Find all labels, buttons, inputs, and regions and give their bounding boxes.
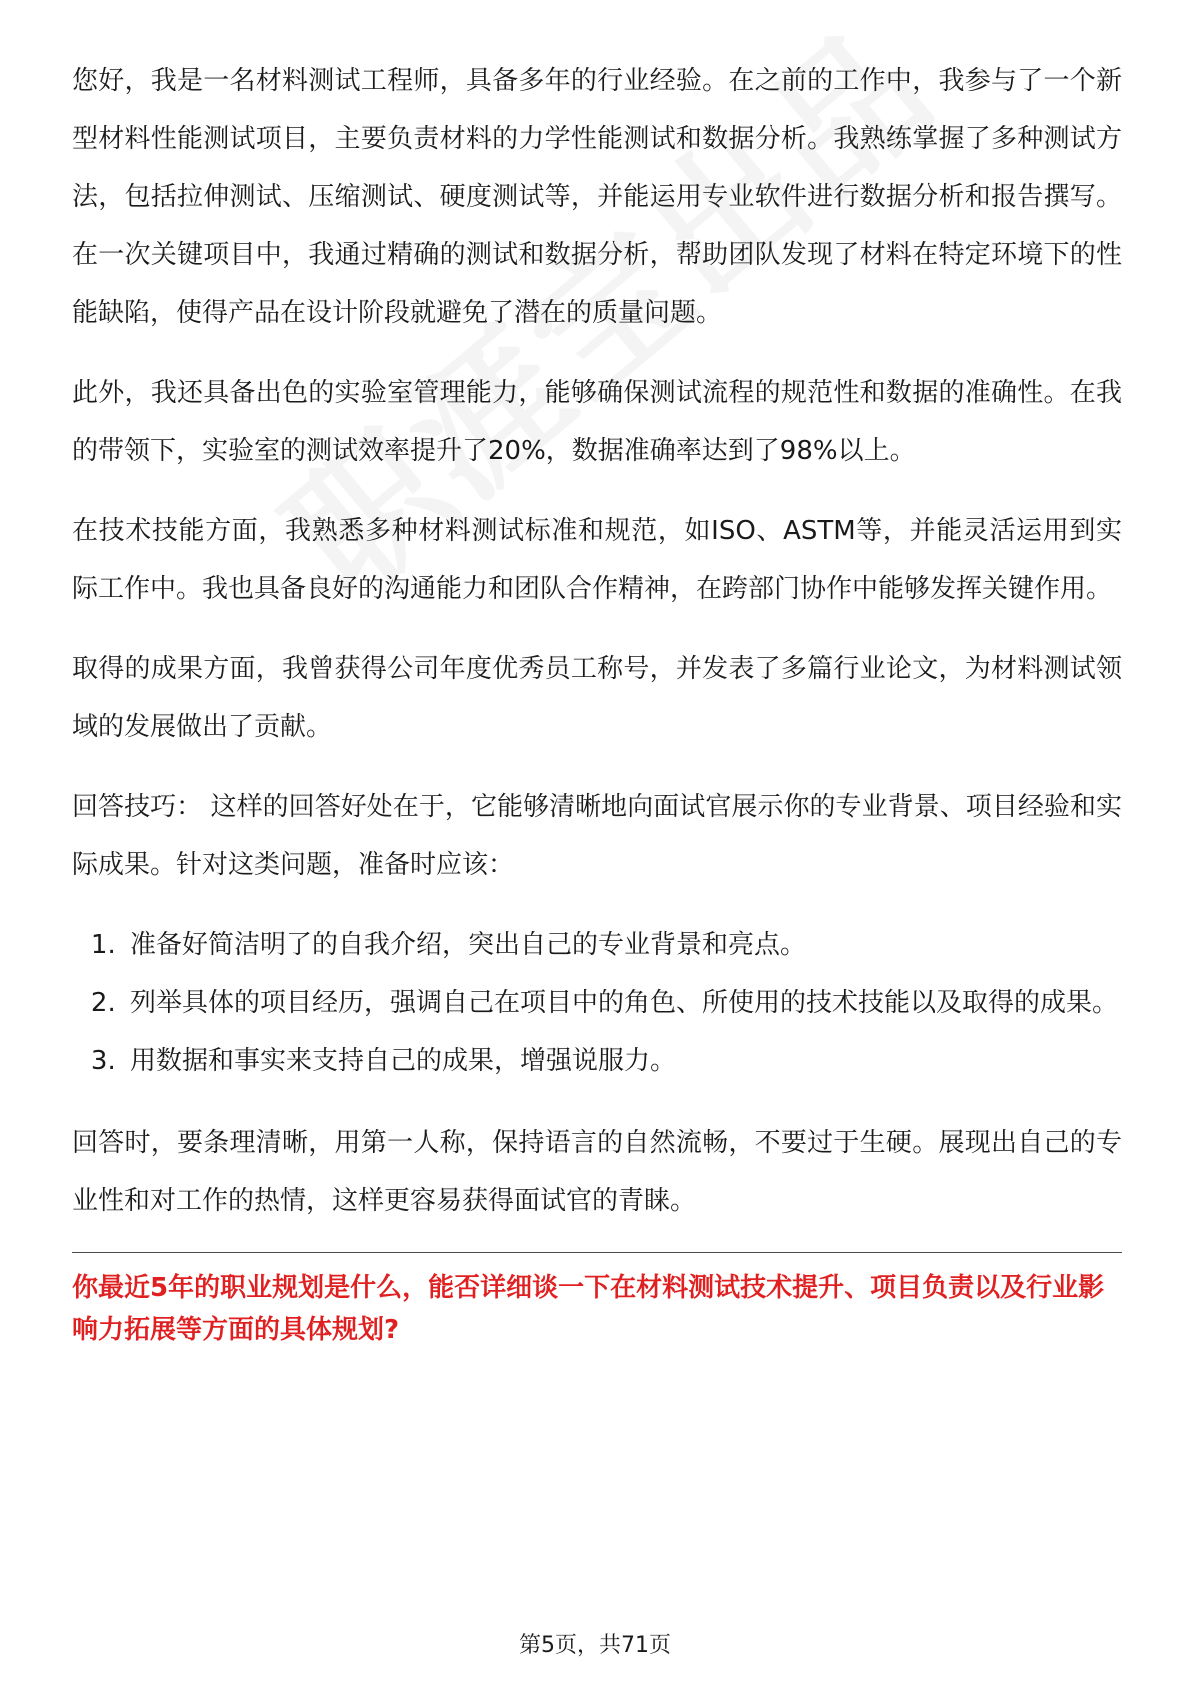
list-item: 1. 准备好简洁明了的自我介绍，突出自己的专业背景和亮点。 — [124, 916, 1122, 974]
document-body — [72, 52, 1122, 1351]
list-item: 3. 用数据和事实来支持自己的成果，增强说服力。 — [124, 1032, 1122, 1090]
answer-tips-intro: 回答技巧： 这样的回答好处在于，它能够清晰地向面试官展示你的专业背景、项目经验和实际成果。针对这类问题，准备时应该： — [72, 792, 1122, 880]
next-question-heading: 你最近5年的职业规划是什么，能否详细谈一下在材料测试技术提升、项目负责以及行业影响力拓展等方面的具体规划? — [72, 1273, 1105, 1345]
closing-paragraph: 回答时，要条理清晰，用第一人称，保持语言的自然流畅，不要过于生硬。展现出自己的专业性和对工作的热情，这样更容易获得面试官的青睐。 — [72, 1128, 1122, 1216]
section-divider — [72, 1252, 1122, 1253]
page-number-footer: 第5页，共71页 — [519, 1633, 671, 1658]
tips-list — [72, 916, 1122, 1090]
answer-paragraph-technical-skills: 在技术技能方面，我熟悉多种材料测试标准和规范，如ISO、ASTM等，并能灵活运用到实际工作中。我也具备良好的沟通能力和团队合作精神，在跨部门协作中能够发挥关键作用。 — [72, 516, 1122, 604]
list-item: 2. 列举具体的项目经历，强调自己在项目中的角色、所使用的技术技能以及取得的成果。 — [124, 974, 1122, 1032]
answer-paragraph-intro: 您好，我是一名材料测试工程师，具备多年的行业经验。在之前的工作中，我参与了一个新型材料性能测试项目，主要负责材料的力学性能测试和数据分析。我熟练掌握了多种测试方法，包括拉伸测试、压缩测试、硬度测试等，并能运用专业软件进行数据分析和报告撰写。在一次关键项目中，我通过精确的测试和数据分析，帮助团队发现了材料在特定环境下的性能缺陷，使得产品在设计阶段就避免了潜在的质量问题。 — [72, 66, 1122, 328]
answer-paragraph-achievements: 取得的成果方面，我曾获得公司年度优秀员工称号，并发表了多篇行业论文，为材料测试领域的发展做出了贡献。 — [72, 654, 1122, 742]
answer-paragraph-lab-management: 此外，我还具备出色的实验室管理能力，能够确保测试流程的规范性和数据的准确性。在我的带领下，实验室的测试效率提升了20%，数据准确率达到了98%以上。 — [72, 378, 1122, 466]
